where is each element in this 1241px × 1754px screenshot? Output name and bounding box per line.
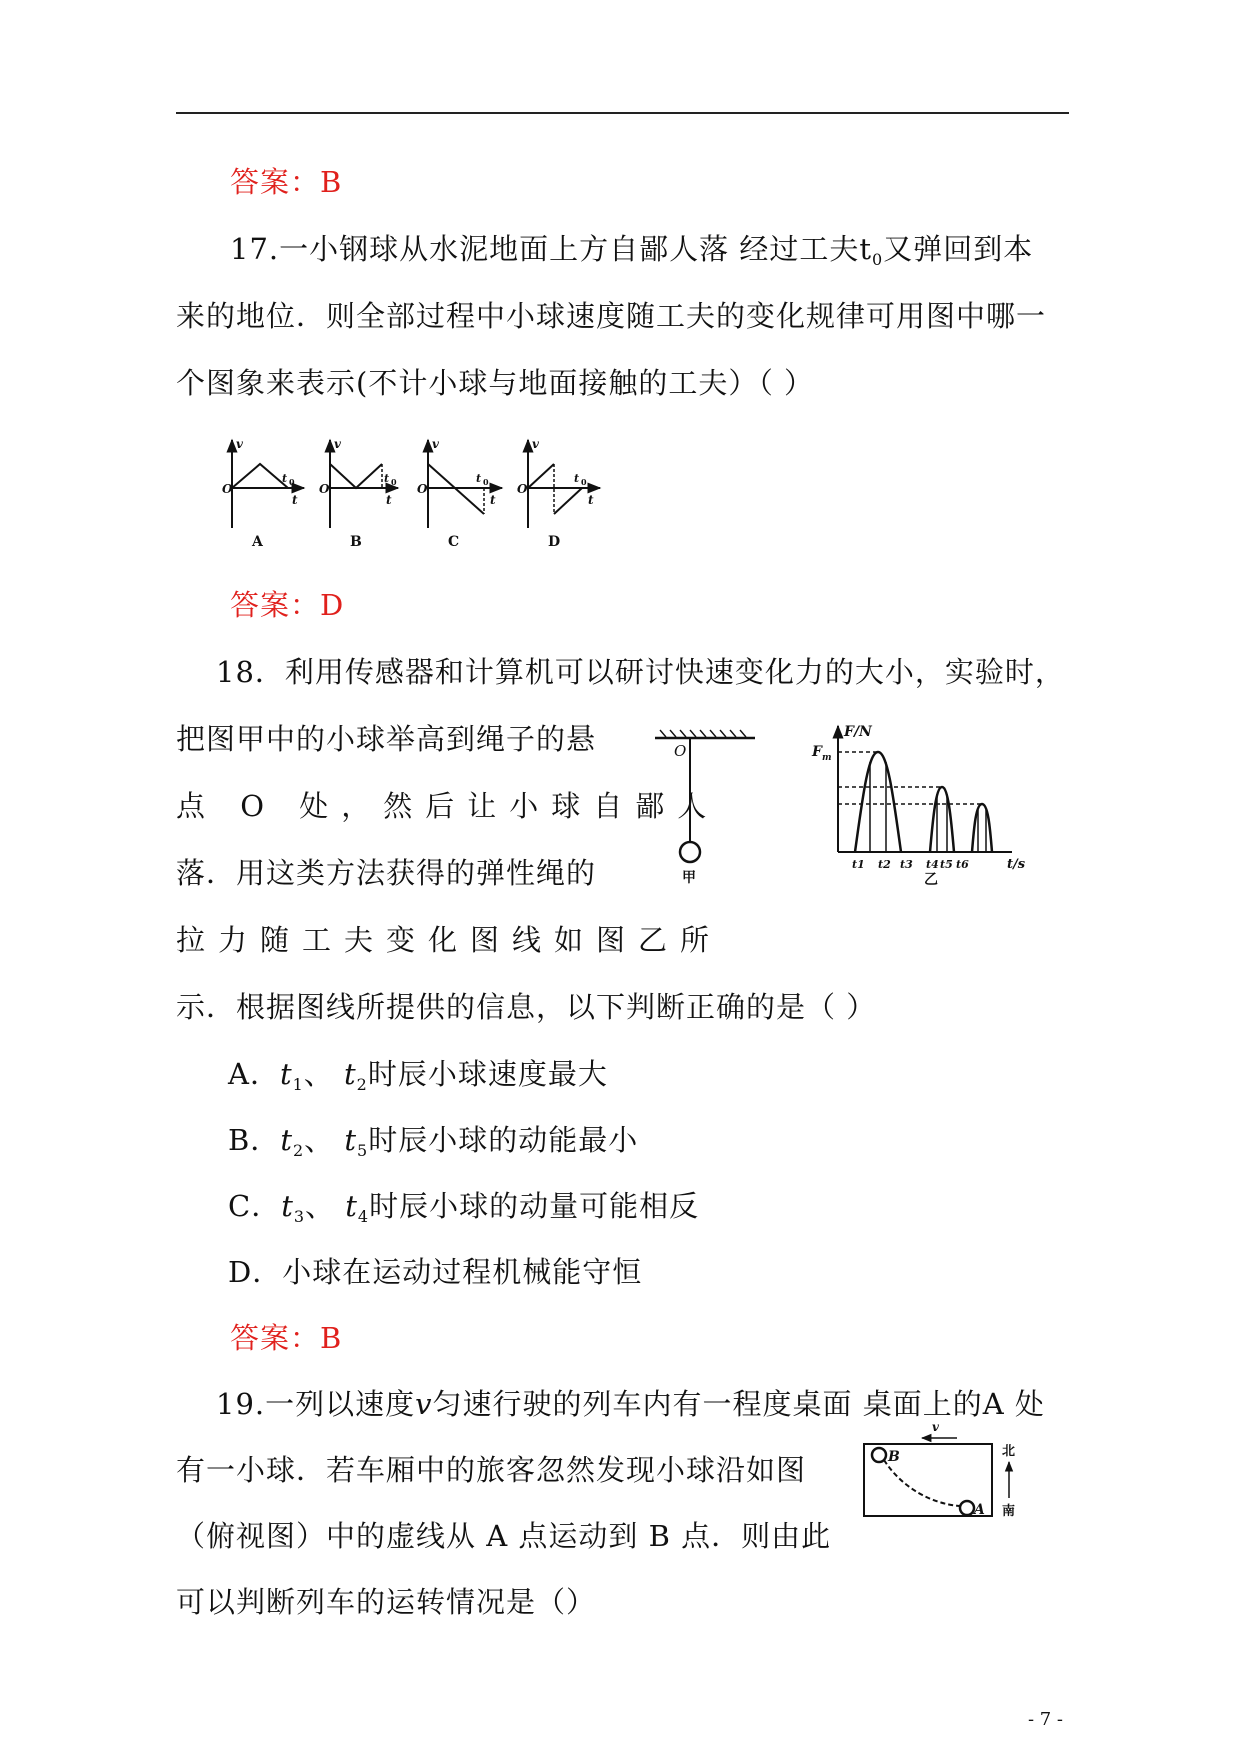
yi-fm-label: F [812, 744, 822, 760]
yi-tick-t3: t3 [900, 858, 913, 871]
q17-a-t0-sub: 0 [289, 477, 295, 487]
q19-line-4: 可以判断列车的运转情况是（） [176, 1585, 597, 1619]
q19-b-label: B [888, 1449, 900, 1465]
q17-graph-d [517, 437, 600, 550]
q19-v-label: v [932, 1420, 939, 1434]
q19-line-2: 有一小球．若车厢中的旅客忽然发现小球沿如图 [176, 1453, 807, 1487]
yi-x-label: t/s [1007, 857, 1026, 872]
q17-a-v-label: v [236, 437, 243, 451]
q17-graph-b [319, 437, 398, 550]
q17-c-t0: t [476, 472, 482, 485]
q17-d-v-label: v [532, 437, 539, 451]
yi-y-label: F/N [844, 724, 872, 740]
answer-16: 答案：B [230, 165, 343, 199]
q18-option-b: B．$t_2$、 $t_5$时辰小球的动能最小 [228, 1123, 639, 1160]
q19-south: 南 [1002, 1504, 1016, 1519]
q18-line-1: 18．利用传感器和计算机可以研讨快速变化力的大小，实验时， [216, 655, 1065, 689]
q19-line-3: （俯视图）中的虚线从 A 点运动到 B 点．则由此 [176, 1519, 832, 1553]
q17-c-t-label: t [490, 493, 496, 507]
q17-label-c: C [448, 534, 460, 550]
q17-b-t0: t [384, 472, 390, 485]
q17-c-v-label: v [432, 437, 439, 451]
q17-c-origin: O [417, 482, 428, 496]
yi-tick-t1: t1 [852, 858, 865, 871]
page-number: - 7 - [1027, 1709, 1063, 1730]
q18-line-4: 落．用这类方法获得的弹性绳的 [176, 856, 597, 890]
yi-caption: 乙 [924, 872, 938, 888]
jia-point-o: O [674, 742, 687, 760]
q17-d-origin: O [517, 482, 528, 496]
jia-caption: 甲 [682, 870, 696, 886]
answer-17: 答案：D [230, 588, 345, 622]
q18-option-a: A．$t_1$、 $t_2$时辰小球速度最大 [228, 1057, 608, 1094]
q18-figure-jia [650, 728, 760, 888]
q17-d-t0-sub: 0 [581, 477, 587, 487]
q18-line-6: 示．根据图线所提供的信息，以下判断正确的是（ ） [176, 990, 877, 1024]
yi-tick-t4: t4 [926, 858, 939, 871]
q18-option-d: D．小球在运动过程机械能守恒 [228, 1255, 643, 1289]
q17-label-d: D [548, 534, 561, 550]
q17-d-t-label: t [588, 493, 594, 507]
q17-b-v-label: v [334, 437, 341, 451]
q19-line-1: 19.一列以速度v匀速行驶的列车内有一程度桌面 桌面上的A 处 [216, 1387, 1045, 1421]
q17-d-t0: t [574, 472, 580, 485]
q17-figure [222, 436, 672, 556]
q18-figure-yi [812, 722, 1042, 887]
q19-a-label: A [974, 1502, 985, 1518]
yi-fm-sub: m [822, 753, 832, 763]
q17-a-t0: t [282, 472, 288, 485]
q17-a-origin: O [222, 482, 233, 496]
yi-tick-t6: t6 [956, 858, 969, 871]
q17-line-3: 个图象来表示(不计小球与地面接触的工夫）（ ） [176, 366, 815, 400]
q17-label-b: B [350, 534, 362, 550]
yi-tick-t2: t2 [878, 858, 891, 871]
q18-option-c: C．$t_3$、 $t_4$时辰小球的动量可能相反 [228, 1189, 700, 1226]
header-rule [176, 112, 1069, 114]
q17-b-t-label: t [386, 493, 392, 507]
q17-graph-a [222, 437, 304, 550]
q18-line-5: 拉力随工夫变化图线如图乙所 [176, 923, 723, 957]
q17-line-1: 17.一小钢球从水泥地面上方自鄙人落 经过工夫$t_0$又弹回到本 [230, 232, 1034, 269]
q17-a-t-label: t [292, 493, 298, 507]
q17-c-t0-sub: 0 [483, 477, 489, 487]
q19-north: 北 [1002, 1444, 1016, 1459]
q17-b-origin: O [319, 482, 330, 496]
q17-b-t0-sub: 0 [391, 477, 397, 487]
q19-figure [862, 1418, 1032, 1528]
yi-tick-t5: t5 [940, 858, 953, 871]
q17-graph-c [417, 437, 502, 550]
q18-line-2: 把图甲中的小球举高到绳子的悬 [176, 722, 597, 756]
q17-label-a: A [252, 534, 263, 550]
answer-18: 答案：B [230, 1321, 343, 1355]
q17-line-2: 来的地位．则全部过程中小球速度随工夫的变化规律可用图中哪一 [176, 299, 1047, 333]
q18-line-3: 点 O 处，然后让小球自鄙人 [176, 789, 720, 823]
